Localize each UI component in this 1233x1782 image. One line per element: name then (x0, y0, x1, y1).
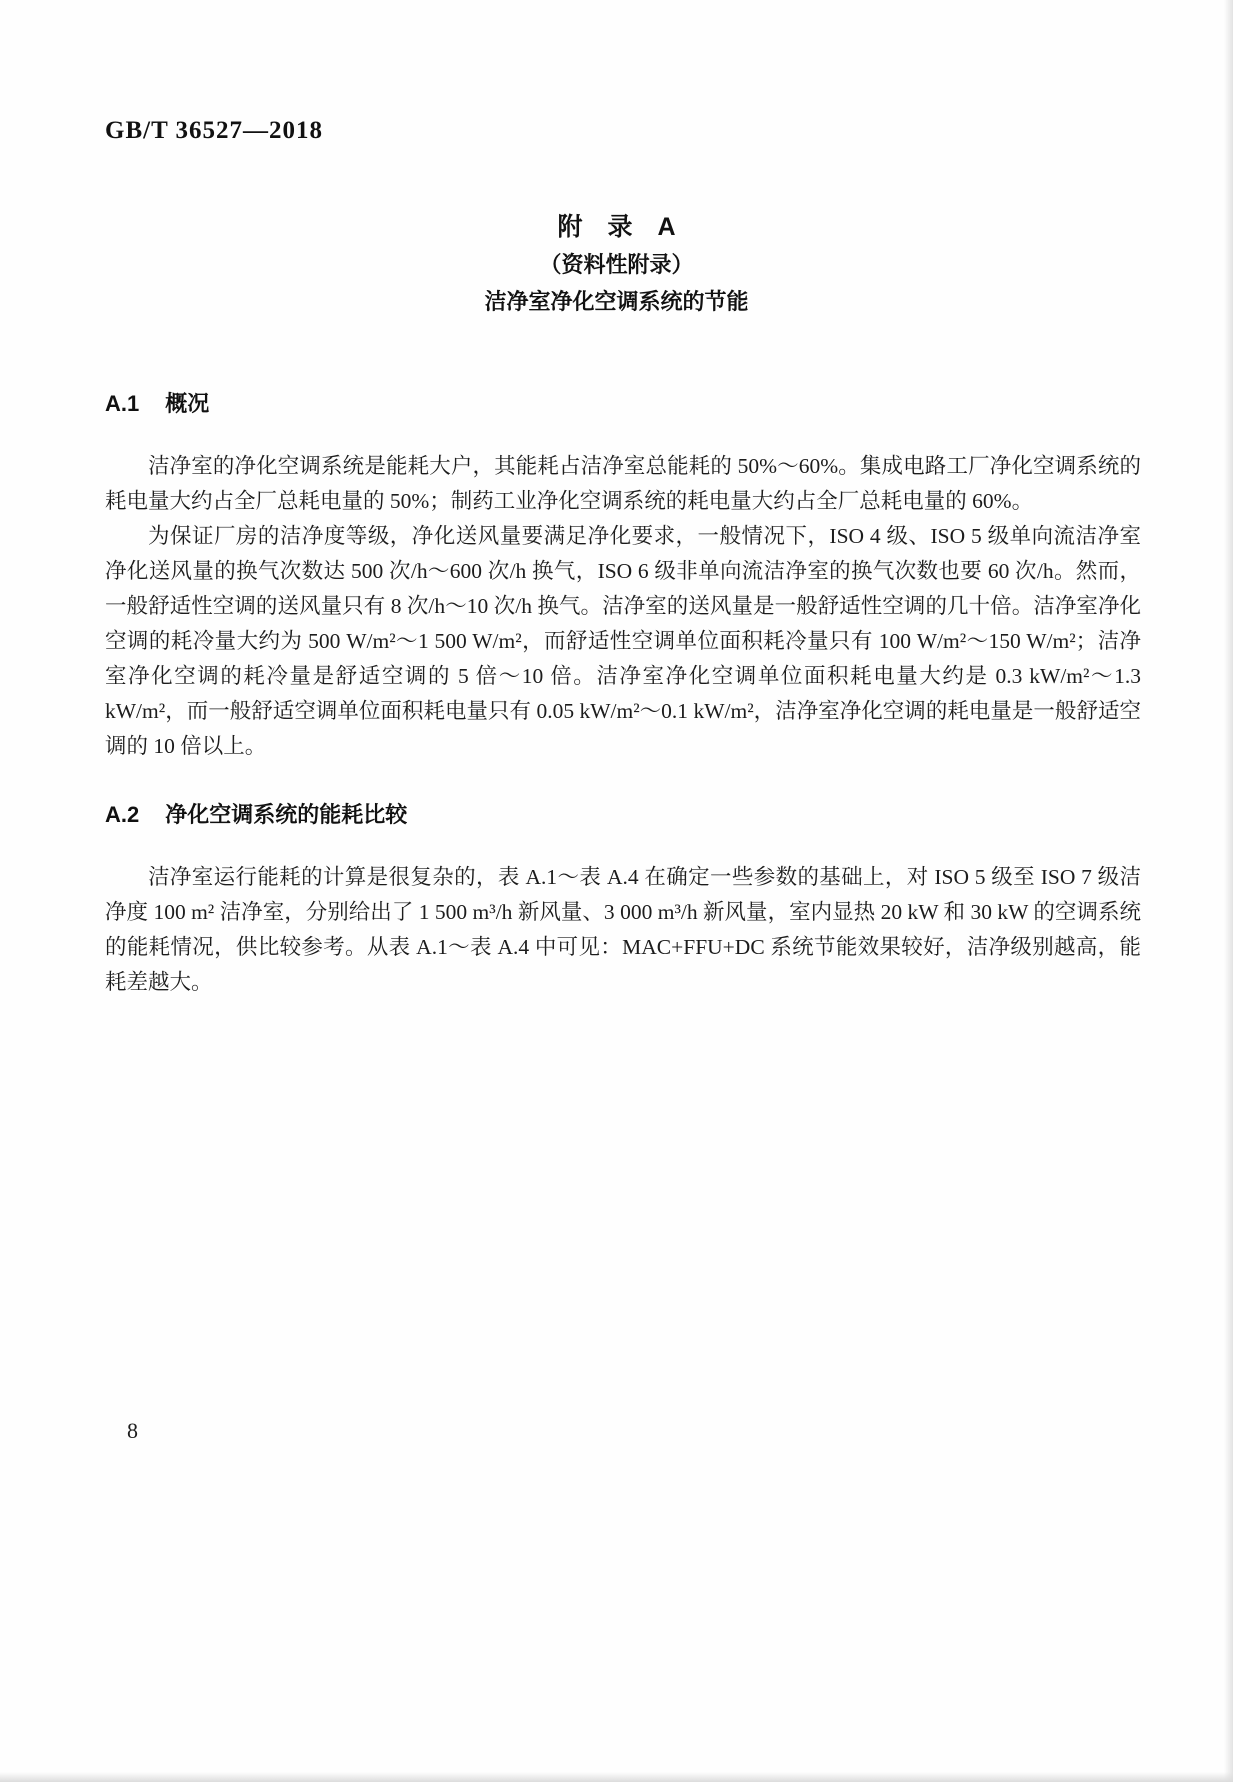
section-a1-number: A.1 (105, 391, 140, 416)
appendix-type-subtitle: （资料性附录） (539, 252, 694, 277)
section-a1 (105, 390, 1141, 764)
section-a2-number: A.2 (105, 802, 140, 827)
scan-edge-bottom (0, 1772, 1233, 1782)
section-a1-title: 概况 (165, 391, 210, 416)
appendix-title: 附 录 A (557, 213, 676, 241)
section-a1-paragraph-2: 为保证厂房的洁净度等级，净化送风量要满足净化要求，一般情况下，ISO 4 级、ISO 5 级单向流洁净室净化送风量的换气次数达 500 次/h～600 次/h 换气，ISO 6 级非单向流洁净室的换气次数也要 60 次/h。然而，一般舒适性空调的送风量只有 8 次/h～10 次/h 换气。洁净室的送风量是一般舒适性空调的几十倍。洁净室净化空调的耗冷量大约为 500 W/m²～1 500 W/m²，而舒适性空调单位面积耗冷量只有 100 W/m²～150 W/m²；洁净室净化空调的耗冷量是舒适空调的 5 倍～10 倍。洁净室净化空调单位面积耗电量大约是 0.3 kW/m²～1.3 kW/m²，而一般舒适空调单位面积耗电量只有 0.05 kW/m²～0.1 kW/m²，洁净室净化空调的耗电量是一般舒适空调的 10 倍以上。 (105, 524, 1141, 758)
appendix-topic-title: 洁净室净化空调系统的节能 (484, 289, 749, 314)
section-a1-heading (105, 390, 1141, 418)
section-a2 (105, 801, 1141, 1000)
section-a2-heading (105, 801, 1141, 829)
page-number: 8 (127, 1418, 138, 1443)
standard-number-header: GB/T 36527—2018 (105, 117, 324, 144)
section-a1-paragraph-1: 洁净室的净化空调系统是能耗大户，其能耗占洁净室总能耗的 50%～60%。集成电路工厂净化空调系统的耗电量大约占全厂总耗电量的 50%；制药工业净化空调系统的耗电量大约占全厂总耗电量的 60%。 (105, 454, 1141, 513)
document-body (105, 390, 1141, 1000)
section-a2-title: 净化空调系统的能耗比较 (165, 802, 408, 827)
appendix-title-block (0, 208, 1233, 320)
section-a2-paragraph-1: 洁净室运行能耗的计算是很复杂的，表 A.1～表 A.4 在确定一些参数的基础上，对 ISO 5 级至 ISO 7 级洁净度 100 m² 洁净室，分别给出了 1 500 m³/h 新风量、3 000 m³/h 新风量，室内显热 20 kW 和 30 kW 的空调系统的能耗情况，供比较参考。从表 A.1～表 A.4 中可见：MAC+FFU+DC 系统节能效果较好，洁净级别越高，能耗差越大。 (105, 865, 1141, 994)
